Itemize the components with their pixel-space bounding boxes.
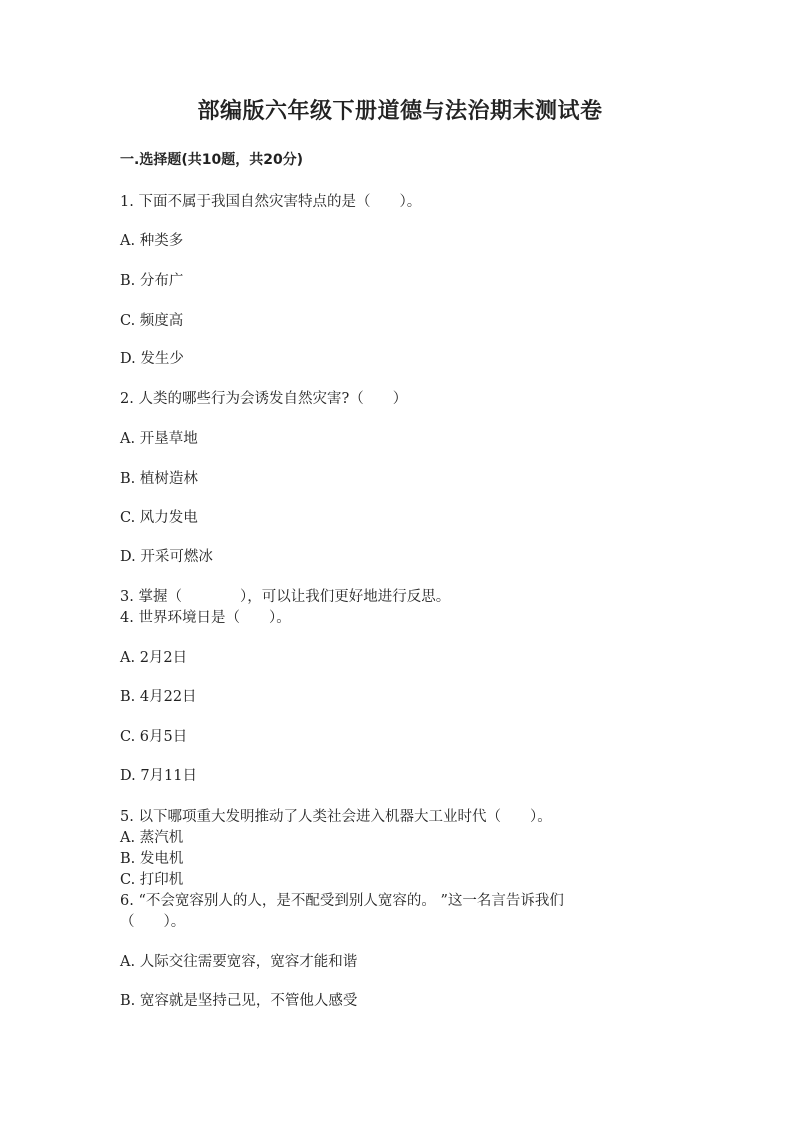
- question-4-option-d: D. 7月11日: [120, 768, 198, 784]
- question-2-option-b: B. 植树造林: [120, 471, 198, 487]
- question-2-option-a: A. 开垦草地: [120, 431, 198, 447]
- question-5-option-a: A. 蒸汽机: [120, 830, 184, 846]
- question-1-stem: 1. 下面不属于我国自然灾害特点的是（ ）。: [120, 194, 422, 210]
- question-1-option-c: C. 频度高: [120, 313, 184, 329]
- question-6-stem: 6. “不会宽容别人的人，是不配受到别人宽容的。 ”这一名言告诉我们: [120, 893, 564, 909]
- question-5-option-b: B. 发电机: [120, 851, 184, 867]
- question-2-option-c: C. 风力发电: [120, 510, 198, 526]
- question-2-stem: 2. 人类的哪些行为会诱发自然灾害?（ ）: [120, 391, 408, 407]
- question-6-option-b: B. 宽容就是坚持己见，不管他人感受: [120, 993, 358, 1009]
- page-title: 部编版六年级下册道德与法治期末测试卷: [197, 99, 603, 124]
- section-heading: 一.选择题(共10题，共20分): [120, 152, 304, 168]
- question-4-option-b: B. 4月22日: [120, 689, 197, 705]
- question-1-option-b: B. 分布广: [120, 273, 184, 289]
- question-4-option-a: A. 2月2日: [120, 650, 188, 666]
- question-1-option-a: A. 种类多: [120, 233, 184, 249]
- question-6-stem-continued: （ ）。: [120, 914, 186, 930]
- question-3-stem: 3. 掌握（ ），可以让我们更好地进行反思。: [120, 589, 451, 605]
- question-2-option-d: D. 开采可燃冰: [120, 549, 213, 565]
- question-5-option-c: C. 打印机: [120, 872, 184, 888]
- question-1-option-d: D. 发生少: [120, 351, 184, 367]
- question-5-stem: 5. 以下哪项重大发明推动了人类社会进入机器大工业时代（ ）。: [120, 809, 552, 825]
- question-4-stem: 4. 世界环境日是（ ）。: [120, 610, 291, 626]
- question-4-option-c: C. 6月5日: [120, 729, 188, 745]
- question-6-option-a: A. 人际交往需要宽容，宽容才能和谐: [120, 954, 358, 970]
